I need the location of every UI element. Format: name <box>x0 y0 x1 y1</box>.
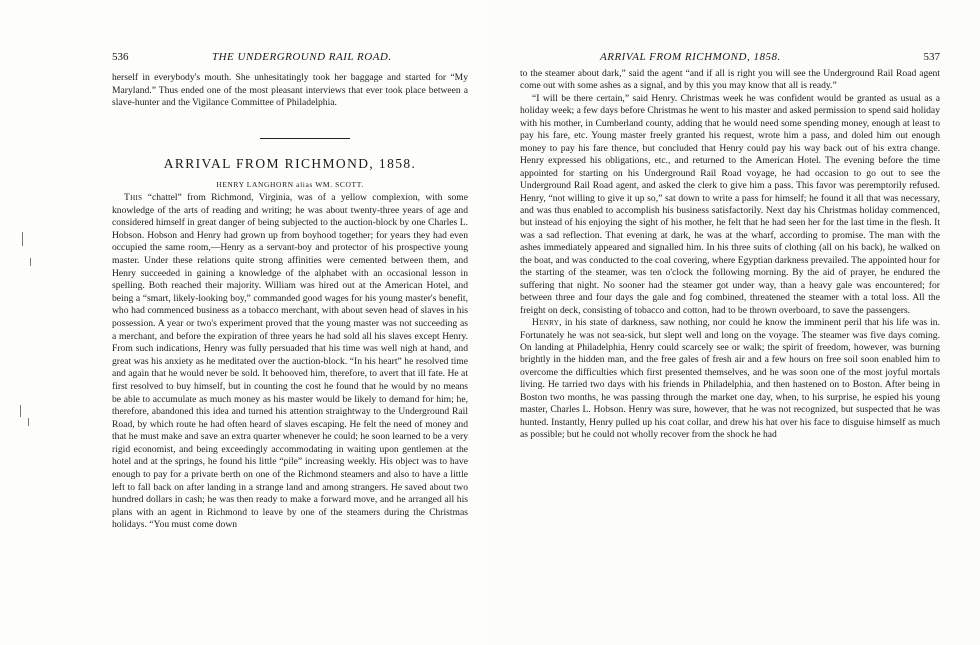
left-running-head: THE UNDERGROUND RAIL ROAD. <box>212 51 392 63</box>
intro-paragraph: herself in everybody's mouth. She unhesitatingly took her baggage and started for “My Maryland.” Thus ended one of the most pleasant interviews that ever took place between a slave-hunter and the Vigilance Committee of Philadelphia. <box>112 72 468 109</box>
lead-word: This <box>124 192 143 203</box>
intro-paragraph-block <box>112 72 468 110</box>
right-paragraph-3 <box>520 317 940 442</box>
right-running-head: ARRIVAL FROM RICHMOND, 1858. <box>600 51 781 63</box>
right-page-header <box>520 50 940 64</box>
left-page-header <box>112 50 468 64</box>
right-paragraph-2: “I will be there certain,” said Henry. Christmas week he was confident would be granted as usual as a holiday week; a few days before Christmas he went to his master and asked permission to spend said holiday with his mother, in Cumberland county, adding that he would need some spending money, enough at least to pay his fare, etc. Young master freely granted his request, wrote him a pass, and doled him out enough money to pay his fare thence, but concluded that Henry could pay his way back out of his extra change. Henry expressed his obligations, etc., and returned to the American Hotel. The evening before the time appointed for starting on his Underground Rail Road voyage, he had occasion to go out to see the Underground Rail Road agent, and asked the clerk to give him a pass. This favor was peremptorily refused. Henry, “not willing to give it up so,” sat down to write a pass for himself; he found it all that was necessary, and was thus enabled to accomplish his business satisfactorily. Next day his Christmas holiday commenced, but instead of his enjoying the sight of his mother, he felt that he had seen her for the last time in the flesh. It was a sad reflection. That evening at dark, he was at the wharf, according to promise. The man with the ashes immediately appeared and signalled him. In his three suits of clothing (all on his back), he walked on the boat, and was conducted to the coal covering, where Egyptian darkness prevailed. The appointed hour for the starting of the steamer, was ten o'clock the following morning. By the aid of prayer, he endured the suffering that night. No sooner had the steamer got under way, than a heavy gale was encountered; for between three and four days the gale and fog combined, threatened the steamer with a total loss. All the freight on deck, consisting of tobacco and cotton, had to be thrown overboard, to save the passengers. <box>520 92 940 316</box>
section-divider <box>260 138 350 139</box>
right-page-number: 537 <box>923 51 940 63</box>
left-body-text: “chattel” from Richmond, Virginia, was of a yellow complexion, with some knowledge of the arts of reading and writing; he was about twenty-three years of age and considered himself in great danger of being subjected to the auction-block by one Charles L. Hobson. Hobson and Henry had grown up from boyhood together; for years they had even occupied the same room,—Henry as a servant-boy and protector of his prospective young master. Under these relations quite strong affinities were cemented between them, and Henry succeeded in gaining a knowledge of the alphabet with an occasional lesson in spelling. Both reached their majority. William was hired out at the American Hotel, and being a “smart, likely-looking boy,” commanded good wages for his young master's benefit, who had commenced business as a tobacco merchant, with about seven head of slaves in his possession. A year or two's experiment proved that the young master was not succeeding as a merchant, and before the expiration of three years he had sold all his slaves except Henry. From such indications, Henry was fully persuaded that his time was well nigh at hand, and great was his anxiety as he meditated over the auction-block. “In his heart” he resolved time and again that he would never be sold. It behooved him, therefore, to avert that ill fate. He at first resolved to buy himself, but in counting the cost he found that he would by no means be able to accumulate as much money as his master would be likely to demand for him; he, therefore, abandoned this idea and turned his attention straightway to the Underground Rail Road, by which route he had often heard of slaves escaping. He felt the need of money and that he must make and save an extra quarter whenever he could; he soon learned to be a very rigid economist, and being exceedingly accommodating in waiting upon gentlemen at the hotel and at the springs, he found his little “pile” increasing weekly. His object was to have enough to pay for a private berth on one of the Richmond steamers and also to have a little left to fall back on after landing in a strange land and among strangers. He saved about two hundred dollars in cash; he was then ready to make a forward move, and he arranged all his plans with an agent in Richmond to leave by one of the steamers during the Christmas holidays. “You must come down <box>112 192 468 531</box>
paragraph-3-lead: Henry, <box>532 317 562 329</box>
left-body-block <box>112 192 468 532</box>
section-subtitle: HENRY LANGHORN alias WM. SCOTT. <box>216 180 364 189</box>
right-page <box>490 0 980 645</box>
section-title: ARRIVAL FROM RICHMOND, 1858. <box>163 156 417 171</box>
left-body-paragraph <box>112 192 468 532</box>
margin-scan-marks <box>0 0 60 645</box>
left-page-number: 536 <box>112 51 129 63</box>
right-body-block <box>520 68 940 442</box>
right-paragraph-1: to the steamer about dark,” said the agent “and if all is right you will see the Underground Rail Road agent come out with some ashes as a signal, and by this you may know that all is ready.” <box>520 68 940 92</box>
right-paragraph-3-text: in his state of darkness, saw nothing, nor could he know the imminent peril that his life was in. Fortunately he was not sea-sick, but slept well and long on the voyage. The steamer was five days coming. On landing at Philadelphia, Henry could scarcely see or walk; the spirit of freedom, however, was burning brightly in the hidden man, and the free gales of fresh air and a few hours on free soil soon enabled him to overcome the difficulties which first presented themselves, and he was soon one of the most joyful mortals living. He tarried two days with his friends in Philadelphia, and then hastened on to Boston. After being in Boston two months, he was passing through the market one day, when, to his surprise, he espied his young master, Charles L. Hobson. Henry was sure, however, that he was not recognized, but suspected that he was hunted. Instantly, Henry pulled up his coat collar, and drew his hat over his face to disguise himself as much as possible; but he could not wholly recover from the shock he had <box>520 317 941 441</box>
